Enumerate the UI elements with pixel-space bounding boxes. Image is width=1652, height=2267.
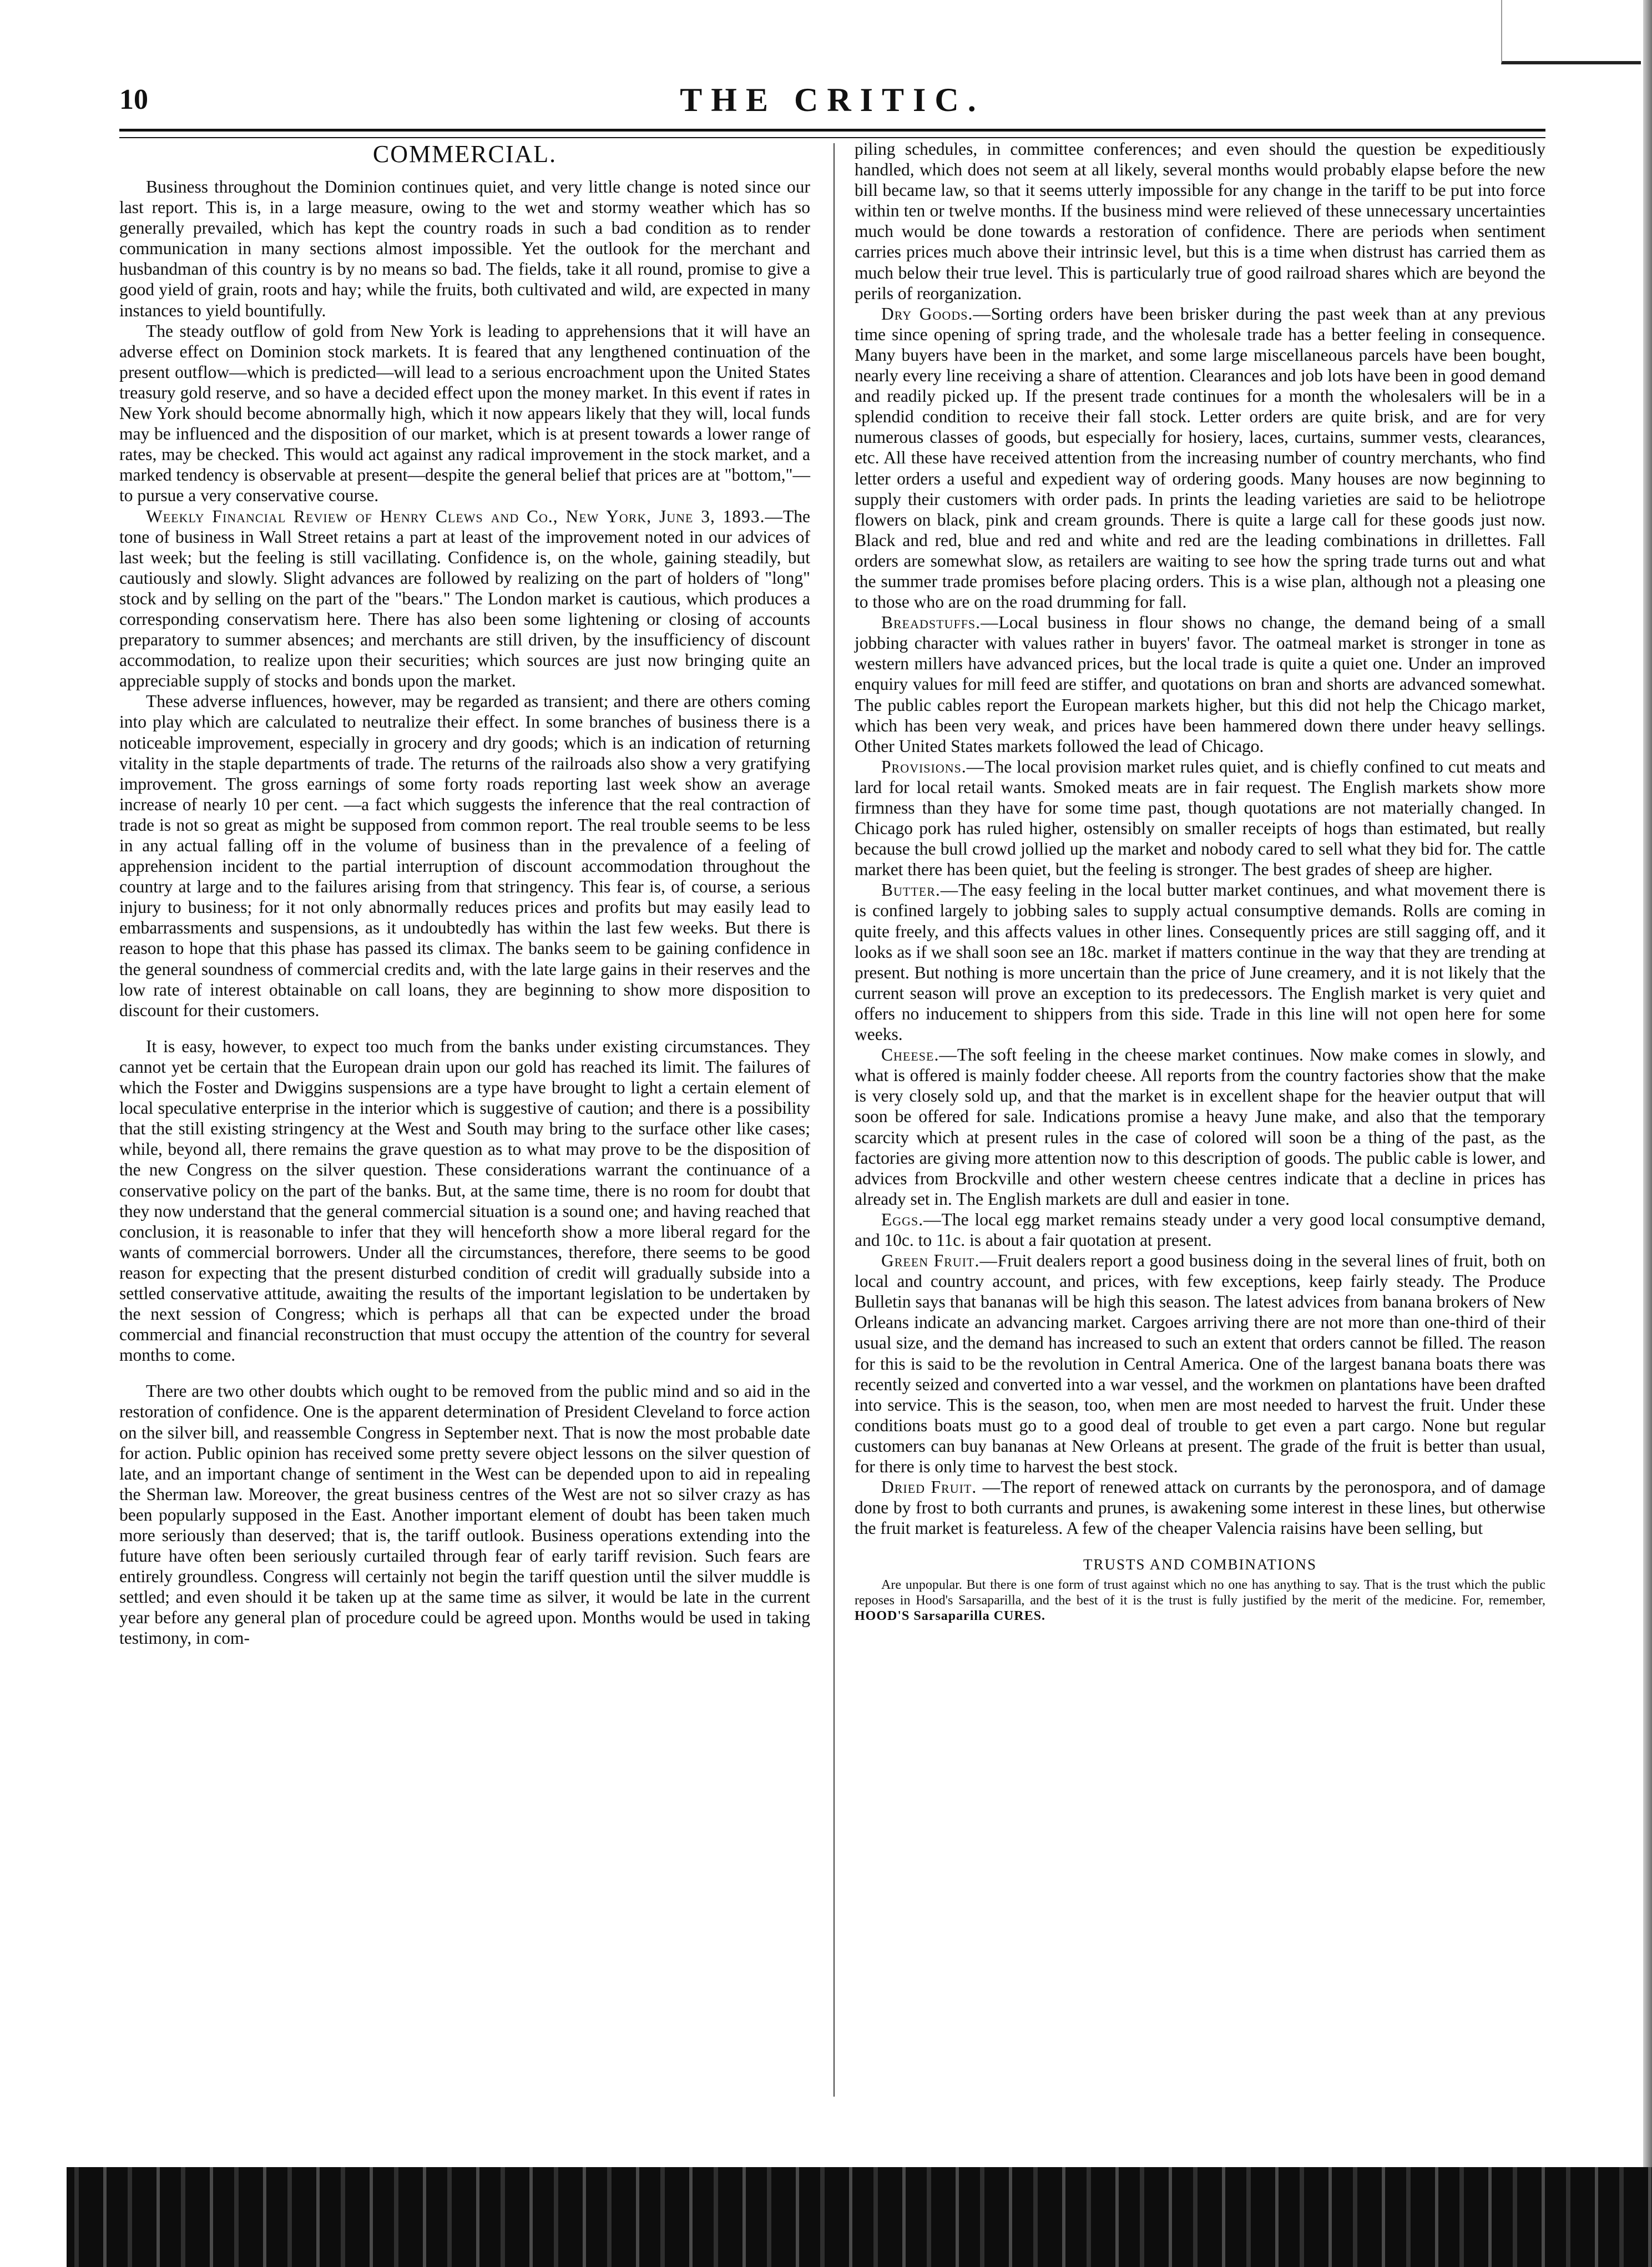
market-report-cheese [855, 1044, 1545, 1209]
masthead-title: THE CRITIC. [680, 82, 985, 118]
market-report-breadstuffs [855, 612, 1545, 756]
page-number: 10 [119, 84, 148, 115]
market-report-butter [855, 880, 1545, 1044]
right-column [855, 139, 1545, 1624]
market-text: Fruit dealers report a good business doing in the several lines of fruit, both on local and country account, and prices, with few exceptions, keep fairly steady. The Produce Bulletin says that bananas will be high this season. The latest advices from banana brokers of New Orleans indicate an advancing market. Cargoes arriving there are not more than one-third of their usual size, and the demand has increased to such an extent that orders cannot be filled. The reason for this is said to be the revolution in Central America. One of the largest banana boats there was recently seized and converted into a war vessel, and the workmen on plantations have been drafted into service. This is the season, too, when men are most needed to harvest the fruit. Under these conditions boats must go to a good deal of trouble to get even a part cargo. None but regular customers can buy bananas at New Orleans at present. The grade of the fruit is better than usual, for there is only time to harvest the best stock. [855, 1251, 1545, 1476]
advertisement-body [855, 1577, 1545, 1624]
article-paragraph: piling schedules, in committee conferences; and even should the question be expeditiously handled, which does not seem at all likely, several months would probably elapse before the new bill became law, so that it seems utterly impossible for any change in the tariff to be put into force within ten or twelve months. If the business mind were relieved of these unnecessary uncertainties much would be done towards a restoration of confidence. There are periods when sentiment carries prices much above their intrinsic level, but this is a time when distrust has carried them as much below their true level. This is particularly true of good railroad shares which are beyond the perils of reorganization. [855, 139, 1545, 303]
market-text: The local provision market rules quiet, and is chiefly confined to cut meats and lard for local retail wants. Smoked meats are in fair request. The English markets show more firmness than they have for some time past, though quotations are not materially changed. In Chicago pork has ruled higher, ostensibly on smaller receipts of hogs than estimated, but really because the bull crowd jollied up the market and nobody cared to sell what they bid for. The cattle market there has been quiet, but the feeling is stronger. The best grades of sheep are higher. [855, 756, 1545, 880]
article-paragraph: There are two other doubts which ought to be removed from the public mind and so aid in the restoration of confidence. One is the apparent determination of President Cleveland to force action on the silver bill, and reassemble Congress in September next. That is now the most probable date for action. Public opinion has received some pretty severe object lessons on the silver question of late, and an important change of sentiment in the West can be depended upon to aid in repealing the Sherman law. Moreover, the great business centres of the West are not so silver crazy as has been popularly supposed in the East. Another important element of doubt has been taken much more seriously than deserved; that is, the tariff outlook. Business operations extending into the future have often been seriously curtailed through fear of early tariff revision. Such fears are entirely groundless. Congress will certainly not begin the tariff question until the silver muddle is settled; and even should it be taken up at the same time as silver, it would be late in the current year before any general plan of procedure could be agreed upon. Months would be used in taking testimony, in com- [119, 1381, 810, 1648]
scan-bottom-margin [0, 2167, 67, 2267]
article-paragraph: Business throughout the Dominion continues quiet, and very little change is noted since our last report. This is, in a large measure, owing to the wet and stormy weather which has so generally prevailed, which has kept the country roads in such a bad condition as to render communication in many sections almost impossible. Yet the outlook for the merchant and husbandman of this country is by no means so bad. The fields, take it all round, promise to give a good yield of grain, roots and hay; while the fruits, both cultivated and wild, are expected in many instances to yield bountifully. [119, 177, 810, 320]
market-report-dry-goods [855, 304, 1545, 612]
weekly-review-text: The tone of business in Wall Street retains a part at least of the improvement noted in our advices of last week; but the feeling is still vacillating. Confidence is, on the whole, gaining steadily, but cautiously and slowly. Slight advances are followed by realizing on the part of holders of "long" stock and by selling on the part of the "bears." The London market is cautious, which produces a corresponding conservatism here. There has also been some lightening or closing of accounts preparatory to summer absences; and merchants are still driven, by the insufficiency of discount accommodation, to realize upon their securities; which sources are just now bringing quite an appreciable supply of stocks and bonds upon the market. [119, 506, 810, 691]
article-paragraph: These adverse influences, however, may be regarded as transient; and there are others coming into play which are calculated to neutralize their effect. In some branches of business there is a noticeable improvement, especially in grocery and dry goods; which is an indication of returning vitality in the staple departments of trade. The returns of the railroads also show a very gratifying improvement. The gross earnings of some forty roads reporting last week show an average increase of nearly 10 per cent. —a fact which suggests the inference that the real contraction of trade is not so great as might be supposed from common report. The real trouble seems to be less in any actual falling off in the volume of business than in the prevalence of a feeling of apprehension incident to the partial interruption of discount accommodation throughout the country at large and to the failures arising from that stringency. This fear is, of course, a serious injury to business; for it not only abnormally reduces prices and profits but may easily lead to embarrassments and suspensions, as it undoubtedly has within the last few weeks. But there is reason to hope that this phase has passed its climax. The banks seem to be gaining confidence in the general soundness of commercial credits and, with the late large gains in their reserves and the low rate of interest obtainable on call loans, they are beginning to show more disposition to discount for their customers. [119, 691, 810, 1020]
market-heading: Cheese.— [881, 1045, 957, 1065]
market-text: Local business in flour shows no change, the demand being of a small jobbing character with values rather in buyers' favor. The oatmeal market is stronger in tone as western millers have advanced prices, but the local trade is quite a quiet one. Under an improved enquiry values for mill feed are stiffer, and quotations on bran and shorts are advanced somewhat. The public cables report the European markets higher, but this did not help the Chicago market, which has been very weak, and prices have been hammered down there under heavy sellings. Other United States markets followed the lead of Chicago. [855, 613, 1545, 756]
scan-bottom-band [0, 2167, 1652, 2267]
market-heading: Dried Fruit. — [881, 1477, 1001, 1497]
market-report-green-fruit [855, 1250, 1545, 1477]
article-paragraph [119, 506, 810, 691]
section-title: COMMERCIAL. [372, 140, 557, 168]
market-heading: Dry Goods.— [881, 304, 991, 324]
market-text: Sorting orders have been brisker during the past week than at any previous time since opening of spring trade, and the wholesale trade has a better feeling in consequence. Many buyers have been in the market, and some large miscellaneous parcels have been bought, nearly every line receiving a share of attention. Clearances and job lots have been in good demand and readily picked up. If the present trade continues for a month the wholesalers will be in a splendid condition to receive their fall stock. Letter orders are quite brisk, and are for very numerous classes of goods, but especially for hosiery, laces, curtains, summer vests, clearances, etc. All these have received attention from the increasing number of country merchants, who find letter orders a useful and expedient way of ordering goods. Many houses are now beginning to supply their customers with order pads. In prints the leading varieties are said to be heliotrope flowers on black, pink and cream grounds. There is quite a large call for these goods just now. Black and red, blue and red and white and red are the leading combinations in drillettes. Fall orders are somewhat slow, as retailers are waiting to see how the spring trade turns out and what the summer trade promises before placing orders. This is a wise plan, although not a pleasing one to those who are on the road drumming for fall. [855, 304, 1545, 612]
market-heading: Provisions.— [881, 756, 985, 776]
market-text: The report of renewed attack on currants by the peronospora, and of damage done by frost to both currants and prunes, is awakening some interest in these lines, but otherwise the fruit market is featureless. A few of the cheaper Valencia raisins have been selling, but [855, 1477, 1545, 1538]
market-text: The local egg market remains steady under a very good local consumptive demand, and 10c. to 11c. is about a fair quotation at present. [855, 1209, 1545, 1250]
market-report-provisions [855, 756, 1545, 880]
market-heading: Butter.— [881, 880, 959, 900]
column-divider [833, 143, 835, 2097]
advertisement-brand: HOOD'S Sarsaparilla CURES. [855, 1609, 1046, 1624]
corner-tear-mark [1501, 0, 1641, 64]
advertisement-text: Are unpopular. But there is one form of trust against which no one has anything to say. That is the trust which the public reposes in Hood's Sarsaparilla, and the best of it is the trust is fully justified by the merit of the medicine. For, remember, [855, 1578, 1545, 1608]
market-heading: Green Fruit.— [881, 1251, 998, 1271]
header-rule [119, 129, 1545, 138]
page-header [119, 78, 1545, 122]
page-edge-shadow [1643, 0, 1652, 2267]
market-text: The easy feeling in the local butter market continues, and what movement there is is confined largely to jobbing sales to supply actual consumptive demands. Rolls are coming in quite freely, and this affects values in other lines. Consequently prices are still sagging off, and it looks as if we shall soon see an 18c. market if matters continue in the way that they are trending at present. But nothing is more uncertain than the price of June creamery, and it is not likely that the current season will prove an exception to its predecessors. The English market is very quiet and offers no inducement to shippers from this side. Trade in this line will not open here for some weeks. [855, 880, 1545, 1044]
market-report-dried-fruit [855, 1477, 1545, 1538]
market-text: The soft feeling in the cheese market continues. Now make comes in slowly, and what is offered is mainly fodder cheese. All reports from the country factories show that the make is very closely sold up, and that the market is in excellent shape for the heavier output that will soon be offered for sale. Indications promise a heavy June make, and also that the temporary scarcity which at present rules in the case of colored will soon be a thing of the past, as the factories are giving more attention now to this description of goods. The public cable is lower, and advices from Brockville and other western cheese centres indicate that a decline in prices has already set in. The English markets are dull and easier in tone. [855, 1045, 1545, 1209]
weekly-review-lead: Weekly Financial Review of Henry Clews and Co., New York, June 3, 1893.— [146, 506, 784, 526]
market-heading: Eggs.— [881, 1209, 942, 1229]
advertisement-title: TRUSTS AND COMBINATIONS [1083, 1556, 1317, 1573]
article-paragraph: It is easy, however, to expect too much from the banks under existing circumstances. They cannot yet be certain that the European drain upon our gold has reached its limit. The failures of which the Foster and Dwiggins suspensions are a type have brought to light a certain element of local speculative enterprise in the interior which is suggestive of caution; and there is a possibility that the still existing stringency at the West and South may bring to the surface other like cases; while, beyond all, there remains the grave question as to what may prove to be the disposition of the new Congress on the silver question. These considerations warrant the continuance of a conservative policy on the part of the banks. But, at the same time, there is no room for doubt that they now understand that the general commercial situation is a sound one; and having reached that conclusion, it is reasonable to infer that they will henceforth show a more liberal regard for the wants of commercial borrowers. Under all the circumstances, therefore, there seems to be good reason for expecting that the present disturbed condition of credit will gradually subside into a settled conservative attitude, awaiting the results of the important legislation to be undertaken by the next session of Congress; which is perhaps all that can be expected under the broad commercial and financial reconstruction that must occupy the attention of the country for several months to come. [119, 1036, 810, 1365]
market-report-eggs [855, 1209, 1545, 1250]
left-column [119, 139, 810, 1649]
article-paragraph: The steady outflow of gold from New York is leading to apprehensions that it will have an adverse effect on Dominion stock markets. It is feared that any lengthened continuation of the present outflow—which is predicted—will lead to a serious encroachment upon the United States treasury gold reserve, and so have a decided effect upon the money market. In this event if rates in New York should become abnormally high, which it now appears likely that they will, local funds may be influenced and the disposition of our market, which is at present towards a lower range of rates, may be checked. This would act against any radical improvement in the stock market, and a marked tendency is observable at present—despite the general belief that prices are at "bottom,"—to pursue a very conservative course. [119, 321, 810, 506]
market-heading: Breadstuffs.— [881, 613, 999, 633]
